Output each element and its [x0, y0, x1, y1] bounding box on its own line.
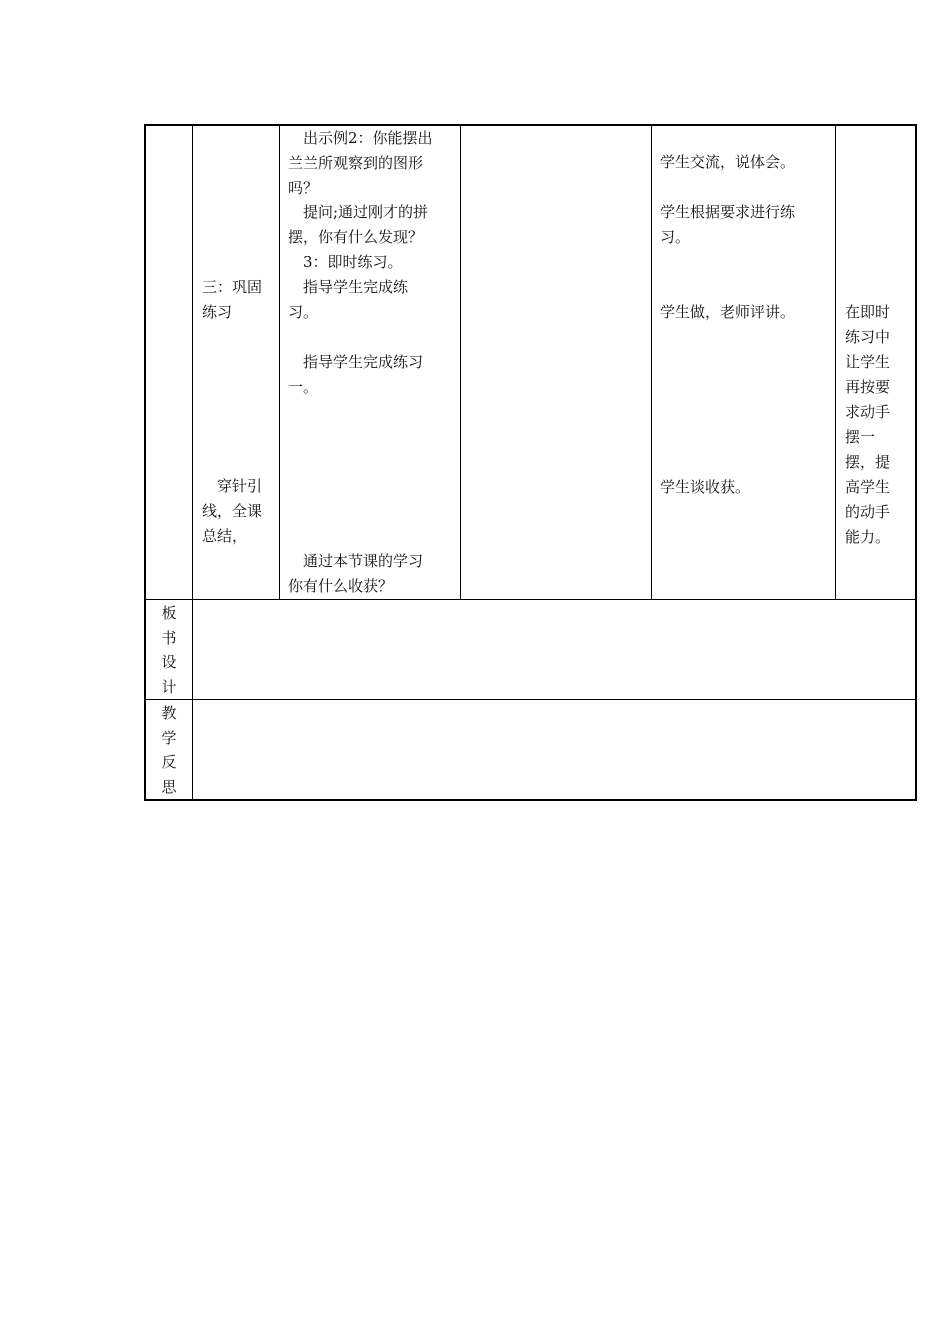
- student-talk-harvest: 学生谈收获。: [660, 478, 751, 496]
- teaching-reflection-label: 教 学 反 思: [161, 704, 177, 796]
- teacher-question: 提问;通过刚才的拼 摆，你有什么发现？: [288, 203, 429, 246]
- student-do-and-comment: 学生做，老师评讲。: [660, 303, 796, 321]
- student-exchange: 学生交流，说体会。: [660, 153, 796, 171]
- blackboard-design-label: 板 书 设 计: [161, 604, 177, 696]
- teacher-guide-exercise-one: 指导学生完成练习 一。: [288, 353, 424, 396]
- teacher-example-2: 出示例2：你能摆出 兰兰所观察到的图形 吗？: [288, 129, 433, 197]
- column-divider-2: [279, 126, 280, 599]
- row-divider-1: [146, 599, 915, 600]
- column-divider-5: [835, 126, 836, 599]
- stage-practice-title: 三：巩固 练习: [202, 278, 263, 321]
- stage-summary-title: 穿针引 线，全课 总结，: [202, 477, 263, 545]
- column-divider-3: [460, 126, 461, 599]
- column-divider-4: [651, 126, 652, 599]
- student-practice-by-requirement: 学生根据要求进行练 习。: [660, 203, 796, 246]
- teacher-guide-practice: 指导学生完成练 习。: [288, 278, 409, 321]
- design-intent: 在即时 练习中 让学生 再按要 求动手 摆一 摆，提 高学生 的动手 能力。: [845, 303, 891, 546]
- row-divider-2: [146, 699, 915, 700]
- teacher-instant-practice: 3：即时练习。: [288, 253, 403, 271]
- teacher-harvest-question: 通过本节课的学习 你有什么收获？: [288, 552, 424, 595]
